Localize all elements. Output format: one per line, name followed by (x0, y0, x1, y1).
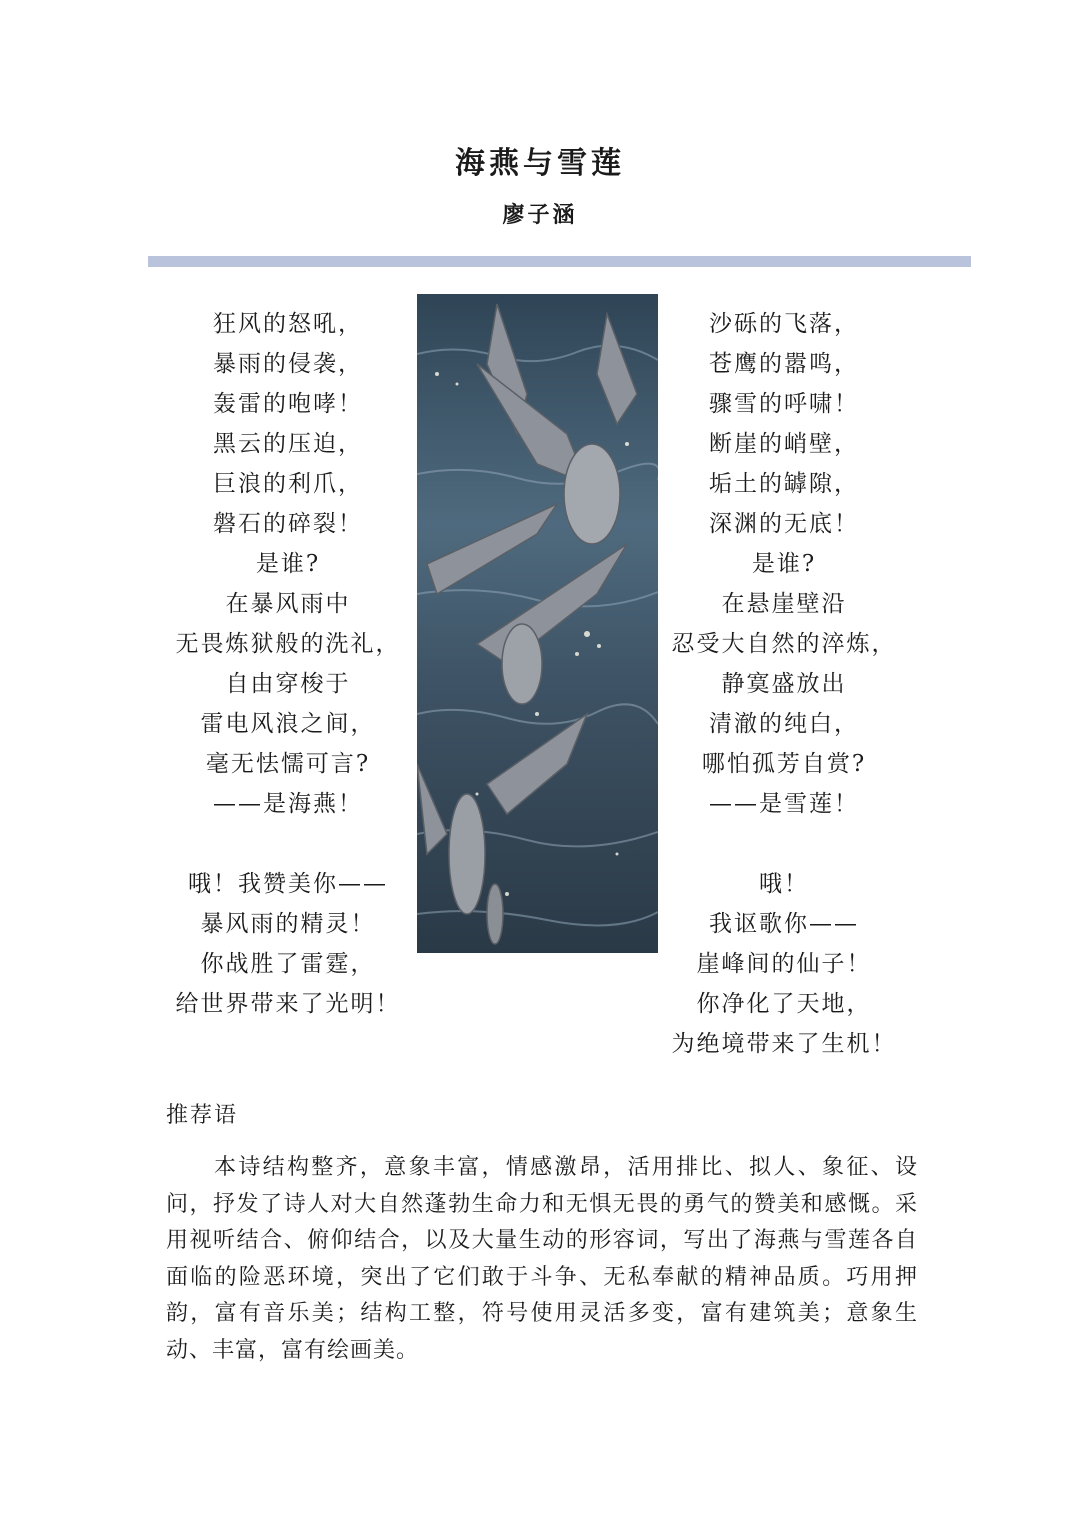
poem-right-line: 哪怕孤芳自赏? (701, 751, 867, 777)
poem-right-column (634, 304, 934, 1064)
poem-left-line: 雷电风浪之间， (200, 711, 376, 737)
poem-left-line: 暴风雨的精灵！ (200, 911, 376, 937)
poem-left-line: 暴雨的侵袭， (213, 351, 363, 377)
poem-right-line: 是谁? (751, 551, 817, 577)
poem-left-line: 自由穿梭于 (225, 671, 351, 697)
poem-right-line: 忍受大自然的淬炼， (671, 631, 897, 657)
poem-left-line: 无畏炼狱般的洗礼， (175, 631, 401, 657)
poem-right-line: 为绝境带来了生机！ (671, 1031, 897, 1057)
poem-right-line: 深渊的无底！ (709, 511, 859, 537)
seagulls-illustration (417, 294, 658, 953)
poem-right-line: 哦！ (759, 871, 809, 897)
poem-left-line: ——是海燕！ (213, 791, 363, 817)
poem-right-line: 我讴歌你—— (709, 911, 859, 937)
poem-right-line (634, 824, 934, 864)
poem-left-line: 黑云的压迫， (213, 431, 363, 457)
poem-right-line: ——是雪莲！ (709, 791, 859, 817)
poem-right-line: 骤雪的呼啸！ (709, 391, 859, 417)
poem-right-line: 崖峰间的仙子！ (696, 951, 872, 977)
title-divider (148, 256, 971, 267)
poem-left-line: 毫无怯懦可言? (205, 751, 371, 777)
poem-right-line: 在悬崖壁沿 (721, 591, 847, 617)
recommendation-body: 本诗结构整齐，意象丰富，情感激昂，活用排比、拟人、象征、设问，抒发了诗人对大自然蓬勃生命力和无惧无畏的勇气的赞美和感慨。采用视听结合、俯仰结合，以及大量生动的形容词，写出了海燕与雪莲各自面临的险恶环境，突出了它们敢于斗争、无私奉献的精神品质。巧用押韵，富有音乐美；结构工整，符号使用灵活多变，富有建筑美；意象生动、丰富，富有绘画美。 (166, 1155, 918, 1363)
poem-left-line: 轰雷的咆哮！ (213, 391, 363, 417)
poem-left-line: 巨浪的利爪， (213, 471, 363, 497)
poem-left-line: 是谁? (255, 551, 321, 577)
poem-right-line: 苍鹰的嚣鸣， (709, 351, 859, 377)
poem-right-line: 清澈的纯白， (709, 711, 859, 737)
poem-left-line: 狂风的怒吼， (213, 311, 363, 337)
poem-author: 廖子涵 (502, 202, 578, 228)
poem-right-line: 垢土的罅隙， (709, 471, 859, 497)
poem-title: 海燕与雪莲 (455, 146, 625, 181)
recommendation-heading: 推荐语 (166, 1103, 239, 1128)
poem-left-line: 给世界带来了光明！ (175, 991, 401, 1017)
poem-right-line: 你净化了天地， (696, 991, 872, 1017)
poem-left-line: 磐石的碎裂！ (213, 511, 363, 537)
poem-left-line: 哦！我赞美你—— (188, 871, 388, 897)
poem-right-line: 静寞盛放出 (721, 671, 847, 697)
poem-right-line: 断崖的峭壁， (709, 431, 859, 457)
poem-left-column (138, 304, 438, 1024)
poem-right-line: 沙砾的飞落， (709, 311, 859, 337)
poem-left-line: 你战胜了雷霆， (200, 951, 376, 977)
poem-left-line (138, 824, 438, 864)
poem-left-line: 在暴风雨中 (225, 591, 351, 617)
seagulls-photo (417, 294, 658, 953)
